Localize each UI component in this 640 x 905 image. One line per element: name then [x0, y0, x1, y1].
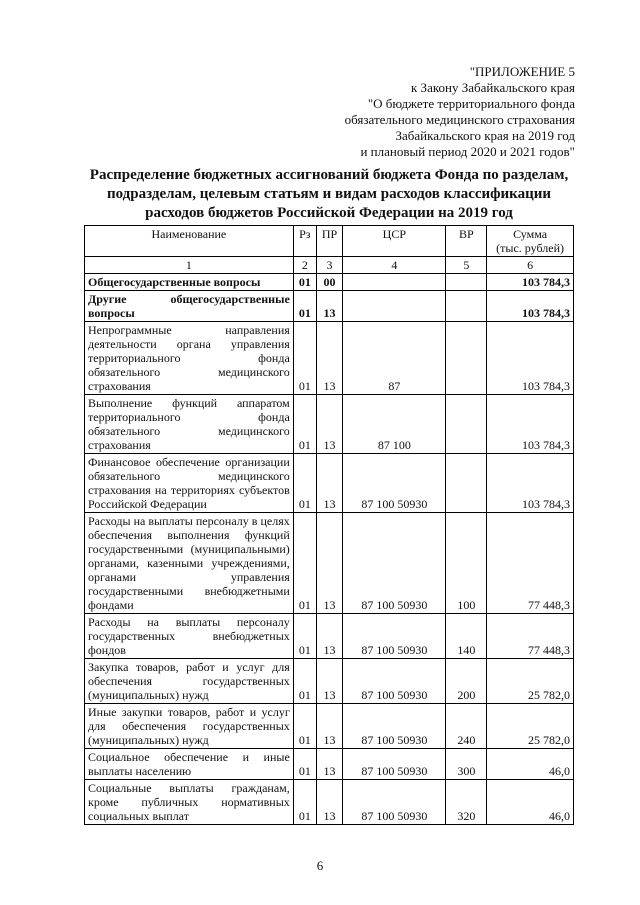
- row-vr: 140: [446, 614, 487, 659]
- row-sum: 103 784,3: [487, 274, 574, 291]
- row-rz: 01: [293, 322, 316, 395]
- row-name: Финансовое обеспечение организации обязательного медицинского страхования на территориях субъектов Российской Федерации: [85, 454, 294, 513]
- row-name: Социальные выплаты гражданам, кроме публичных нормативных социальных выплат: [85, 780, 294, 825]
- row-csr: 87 100 50930: [343, 454, 446, 513]
- table-row: [85, 659, 574, 704]
- column-number: 6: [487, 257, 574, 274]
- column-number: 4: [343, 257, 446, 274]
- row-csr: 87 100 50930: [343, 780, 446, 825]
- row-name: Общегосударственные вопросы: [85, 274, 294, 291]
- row-name: Другие общегосударственные вопросы: [85, 291, 294, 322]
- row-sum: 77 448,3: [487, 614, 574, 659]
- row-csr: 87 100 50930: [343, 513, 446, 614]
- title-line: подразделам, целевым статьям и видам расходов классификации: [106, 186, 552, 202]
- annex-line: "О бюджете территориального фонда: [367, 96, 575, 111]
- row-pr: 13: [316, 291, 342, 322]
- row-name: Непрограммные направления деятельности органа управления территориального фонда обязательного медицинского страхования: [85, 322, 294, 395]
- header-sum-unit: (тыс. рублей): [496, 241, 564, 255]
- row-pr: 13: [316, 614, 342, 659]
- row-sum: 46,0: [487, 749, 574, 780]
- row-csr: 87 100 50930: [343, 659, 446, 704]
- title-line: расходов бюджетов Российской Федерации на 2019 год: [145, 205, 513, 221]
- row-rz: 01: [293, 395, 316, 454]
- row-name: Выполнение функций аппаратом территориального фонда обязательного медицинского страхования: [85, 395, 294, 454]
- row-sum: 103 784,3: [487, 454, 574, 513]
- row-pr: 13: [316, 749, 342, 780]
- header-pr: ПР: [316, 226, 342, 257]
- table-row: [85, 749, 574, 780]
- title-line: Распределение бюджетных ассигнований бюджета Фонда по разделам,: [89, 167, 569, 183]
- annex-line: обязательного медицинского страхования: [344, 112, 575, 127]
- row-rz: 01: [293, 513, 316, 614]
- table-row: [85, 780, 574, 825]
- row-pr: 13: [316, 704, 342, 749]
- row-name: Социальное обеспечение и иные выплаты населению: [85, 749, 294, 780]
- row-csr: 87 100 50930: [343, 614, 446, 659]
- table-header-row: [85, 226, 574, 257]
- row-pr: 13: [316, 322, 342, 395]
- table-row: [85, 704, 574, 749]
- row-name: Расходы на выплаты персоналу в целях обеспечения выполнения функций государственными (муниципальными) органами, казенными учреждениями, органами управления государственными внебюджетными фондами: [85, 513, 294, 614]
- table-row: [85, 614, 574, 659]
- annex-line: к Закону Забайкальского края: [410, 80, 575, 95]
- header-rz: Рз: [293, 226, 316, 257]
- row-sum: 103 784,3: [487, 291, 574, 322]
- row-csr: [343, 274, 446, 291]
- row-csr: 87 100 50930: [343, 704, 446, 749]
- table-row: [85, 513, 574, 614]
- row-sum: 46,0: [487, 780, 574, 825]
- column-number: 2: [293, 257, 316, 274]
- row-rz: 01: [293, 291, 316, 322]
- row-vr: [446, 274, 487, 291]
- row-vr: 320: [446, 780, 487, 825]
- document-title: [84, 166, 574, 223]
- header-csr: ЦСР: [343, 226, 446, 257]
- row-name: Закупка товаров, работ и услуг для обеспечения государственных (муниципальных) нужд: [85, 659, 294, 704]
- table-row: [85, 322, 574, 395]
- column-number: 3: [316, 257, 342, 274]
- page-number: 6: [316, 858, 324, 873]
- annex-line: "ПРИЛОЖЕНИЕ 5: [469, 64, 575, 79]
- table-row: [85, 395, 574, 454]
- row-csr: 87 100 50930: [343, 749, 446, 780]
- header-sum: [487, 226, 574, 257]
- row-rz: 01: [293, 659, 316, 704]
- column-number-row: [85, 257, 574, 274]
- annex-line: и плановый период 2020 и 2021 годов": [360, 144, 575, 159]
- row-pr: 13: [316, 659, 342, 704]
- table-row: [85, 454, 574, 513]
- column-number: 1: [85, 257, 294, 274]
- row-csr: 87: [343, 322, 446, 395]
- budget-table: [84, 225, 574, 825]
- header-vr: ВР: [446, 226, 487, 257]
- row-vr: 240: [446, 704, 487, 749]
- row-sum: 77 448,3: [487, 513, 574, 614]
- row-rz: 01: [293, 454, 316, 513]
- annex-line: Забайкальского края на 2019 год: [395, 128, 575, 143]
- row-pr: 13: [316, 395, 342, 454]
- row-vr: 300: [446, 749, 487, 780]
- row-vr: [446, 291, 487, 322]
- row-rz: 01: [293, 614, 316, 659]
- annex-header: [330, 64, 575, 160]
- row-name: Иные закупки товаров, работ и услуг для обеспечения государственных (муниципальных) нужд: [85, 704, 294, 749]
- row-rz: 01: [293, 780, 316, 825]
- row-name: Расходы на выплаты персоналу государственных внебюджетных фондов: [85, 614, 294, 659]
- row-sum: 25 782,0: [487, 704, 574, 749]
- row-pr: 00: [316, 274, 342, 291]
- column-number: 5: [446, 257, 487, 274]
- row-vr: [446, 322, 487, 395]
- row-rz: 01: [293, 749, 316, 780]
- header-sum-label: Сумма: [513, 227, 548, 241]
- row-sum: 103 784,3: [487, 395, 574, 454]
- row-sum: 25 782,0: [487, 659, 574, 704]
- row-csr: 87 100: [343, 395, 446, 454]
- row-vr: 100: [446, 513, 487, 614]
- row-csr: [343, 291, 446, 322]
- row-pr: 13: [316, 454, 342, 513]
- row-vr: 200: [446, 659, 487, 704]
- table-row: [85, 291, 574, 322]
- table-row: [85, 274, 574, 291]
- row-pr: 13: [316, 780, 342, 825]
- row-pr: 13: [316, 513, 342, 614]
- row-rz: 01: [293, 274, 316, 291]
- row-vr: [446, 454, 487, 513]
- row-vr: [446, 395, 487, 454]
- header-name: Наименование: [85, 226, 294, 257]
- row-sum: 103 784,3: [487, 322, 574, 395]
- row-rz: 01: [293, 704, 316, 749]
